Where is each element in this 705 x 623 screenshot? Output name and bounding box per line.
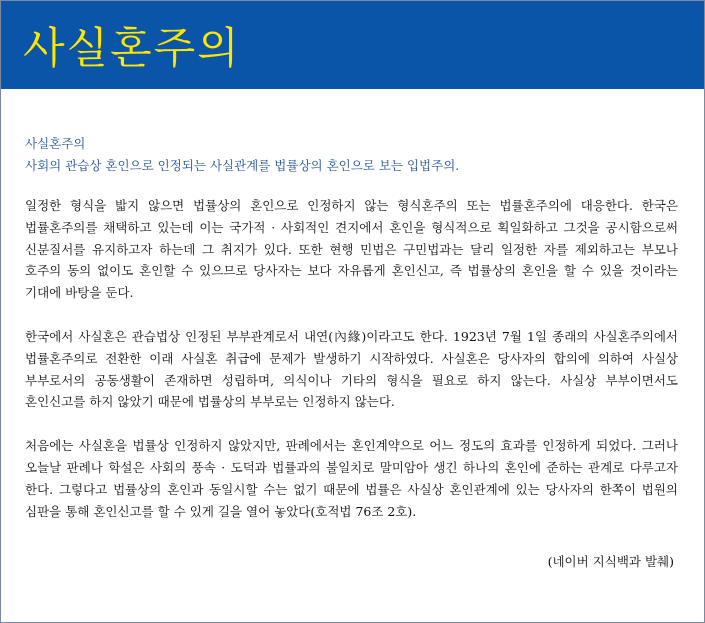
source-citation: (네이버 지식백과 발췌) <box>547 554 674 570</box>
paragraph: 일정한 형식을 밟지 않으면 법률상의 혼인으로 인정하지 않는 형식혼주의 또는 법률혼주의에 대응한다. 한국은 법률혼주의를 채택하고 있는데 이는 국가적 · 사회적인 견지에서 혼인을 형식적으로 획일화하고 그것을 공시함으로써 신분질서를 유지하고자 하는데 그 취지가 있다. 또한 현행 민법은 구민법과는 달리 일정한 자를 제외하고는 부모나 호주의 동의 없이도 혼인할 수 있으므로 당사자는 보다 자유롭게 혼인신고, 즉 법률상의 혼인을 할 수 있을 것이라는 기대에 바탕을 둔다. <box>25 198 678 301</box>
paragraph: 처음에는 사실혼을 법률상 인정하지 않았지만, 판례에서는 혼인계약으로 어느 정도의 효과를 인정하게 되었다. 그러나 오늘날 판례나 학설은 사회의 풍속 · 도덕과 법률과의 불일치로 말미암아 생긴 하나의 혼인에 준하는 관계로 다루고자 한다. 그렇다고 법률상의 혼인과 동일시할 수는 없기 때문에 법률은 사실상 혼인관계에 있는 당사자의 한쪽이 법원의 심판을 통해 혼인신고를 할 수 있게 길을 열어 놓았다(호적법 76조 2호). <box>25 438 678 519</box>
paragraph: 한국에서 사실혼은 관습법상 인정된 부부관계로서 내연(內緣)이라고도 한다. 1923년 7월 1일 종래의 사실혼주의에서 법률혼주의로 전환한 이래 사실혼 취급에 문제가 발생하기 시작하였다. 사실혼은 당사자의 합의에 의하여 사실상 부부로서의 공동생활이 존재하면 성립하며, 의식이나 기타의 형식을 필요로 하지 않는다. 사실상 부부이면서도 혼인신고를 하지 않았기 때문에 법률상의 부부로는 인정하지 않는다. <box>25 328 678 410</box>
document-body <box>1 89 704 570</box>
banner-title: 사실혼주의 <box>23 23 241 74</box>
paragraph-list <box>25 195 678 522</box>
title-banner <box>1 1 704 89</box>
intro-heading: 사실혼주의 <box>25 136 86 151</box>
intro-definition: 사회의 관습상 혼인으로 인정되는 사실관계를 법률상의 혼인으로 보는 입법주의. <box>25 158 460 173</box>
